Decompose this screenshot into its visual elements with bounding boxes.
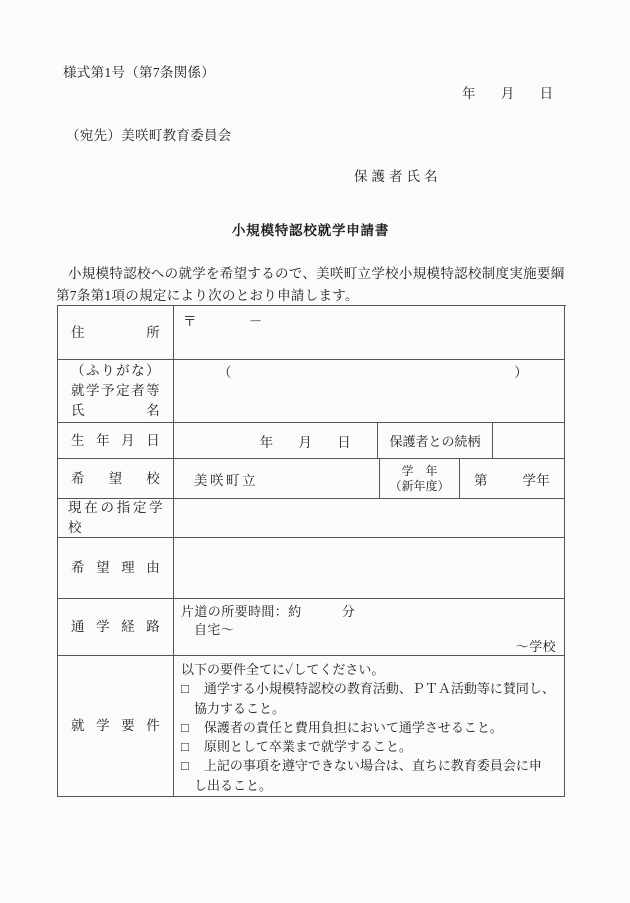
commute-time-line: 片道の所要時間：約 分 xyxy=(181,604,356,619)
desired-school-label: 希望校 xyxy=(71,470,160,486)
birthdate-value-cell xyxy=(174,423,378,459)
commute-value-cell xyxy=(174,599,565,656)
applicant-label-line2: 氏名 xyxy=(71,403,160,418)
requirement-item-2-text: 保護者の責任と費用負担において通学させること。 xyxy=(203,719,503,735)
intro-line-2: 第7条第1項の規定により次のとおり申請します。 xyxy=(56,288,359,303)
requirements-value-cell xyxy=(174,656,565,797)
checkbox-icon: □ xyxy=(181,681,189,697)
date-line xyxy=(462,82,553,102)
date-day-label: 日 xyxy=(539,86,554,101)
postal-mark-icon: 〒 xyxy=(183,314,197,329)
postal-dash: － xyxy=(248,314,263,329)
date-year-label: 年 xyxy=(462,86,476,101)
relation-value-cell xyxy=(493,423,565,459)
date-month-label: 月 xyxy=(500,86,515,101)
row-commute-route xyxy=(58,599,566,656)
document-title: 小規模特認校就学申請書 xyxy=(231,223,390,238)
reason-label-cell xyxy=(58,538,174,599)
grade-unit: 学年 xyxy=(522,472,550,488)
intro-paragraph xyxy=(56,263,565,307)
requirements-label: 就学要件 xyxy=(71,718,160,733)
guardian-name-label: 保護者氏名 xyxy=(354,169,442,184)
row-address xyxy=(58,306,566,360)
form-table xyxy=(57,305,566,797)
birth-day-label: 日 xyxy=(337,434,351,450)
checkbox-icon: □ xyxy=(181,758,189,774)
checkbox-icon: □ xyxy=(181,739,189,755)
row-applicant-name xyxy=(58,360,566,423)
requirement-item-1-cont: 協力すること。 xyxy=(194,700,286,716)
checkbox-icon: □ xyxy=(181,719,189,735)
row-desired-school xyxy=(58,459,566,499)
current-school-label-cell xyxy=(58,499,174,538)
applicant-value-cell xyxy=(174,360,565,423)
reason-value-cell xyxy=(174,538,565,599)
grade-value-cell xyxy=(460,459,565,499)
desired-school-value-cell xyxy=(174,459,380,499)
reason-label: 希望理由 xyxy=(71,560,160,575)
applicant-label-cell xyxy=(58,360,174,423)
furigana-paren-close: ） xyxy=(514,365,528,380)
current-school-value-cell xyxy=(174,499,565,538)
address-label: 住所 xyxy=(71,324,160,340)
requirement-item-1-text: 通学する小規模特認校の教育活動、ＰＴＡ活動等に賛同し、 xyxy=(203,681,555,697)
grade-header-cell xyxy=(380,459,460,499)
row-birthdate xyxy=(58,423,566,459)
requirement-item-4 xyxy=(181,756,559,775)
requirement-item-1 xyxy=(181,679,559,698)
requirements-label-cell xyxy=(58,656,174,797)
grade-header-line2: （新年度） xyxy=(389,478,450,493)
relation-label: 保護者との続柄 xyxy=(389,434,481,449)
school-name-prefix: 美咲町立 xyxy=(194,472,258,488)
requirement-item-4-text: 上記の事項を遵守できない場合は、直ちに教育委員会に申 xyxy=(203,758,542,774)
grade-prefix: 第 xyxy=(474,472,488,488)
commute-from-line: 自宅～ xyxy=(194,621,235,637)
address-label-cell xyxy=(58,306,174,360)
addressee-line: （宛先）美咲町教育委員会 xyxy=(66,128,232,143)
furigana-note: （ふりがな） xyxy=(71,363,160,378)
address-value-cell xyxy=(174,306,565,360)
commute-to-line: ～学校 xyxy=(515,639,556,654)
desired-school-label-cell xyxy=(58,459,174,499)
commute-label-cell xyxy=(58,599,174,656)
form-number: 様式第1号（第7条関係） xyxy=(63,65,216,80)
requirements-instruction: 以下の要件全てに✓してください。 xyxy=(181,662,385,677)
birthdate-label-cell xyxy=(58,423,174,459)
row-current-school xyxy=(58,499,566,538)
birth-year-label: 年 xyxy=(259,434,274,450)
birth-month-label: 月 xyxy=(298,434,313,450)
current-school-label: 現在の指定学校 xyxy=(68,500,163,535)
relation-label-cell xyxy=(378,423,493,459)
requirement-item-3 xyxy=(181,737,559,756)
commute-label: 通学経路 xyxy=(71,619,160,634)
birthdate-label: 生年月日 xyxy=(71,432,160,448)
furigana-paren-open: （ xyxy=(218,365,232,380)
applicant-label-line1: 就学予定者等 xyxy=(71,383,160,398)
row-reason xyxy=(58,538,566,599)
row-requirements xyxy=(58,656,566,797)
intro-line-1: 小規模特認校への就学を希望するので、美咲町立学校小規模特認校制度実施要綱 xyxy=(68,266,565,281)
grade-header-line1: 学 年 xyxy=(401,463,438,478)
requirement-item-2 xyxy=(181,718,559,737)
requirement-item-3-text: 原則として卒業まで就学すること。 xyxy=(203,739,412,755)
requirement-item-4-cont: し出ること。 xyxy=(194,777,273,793)
